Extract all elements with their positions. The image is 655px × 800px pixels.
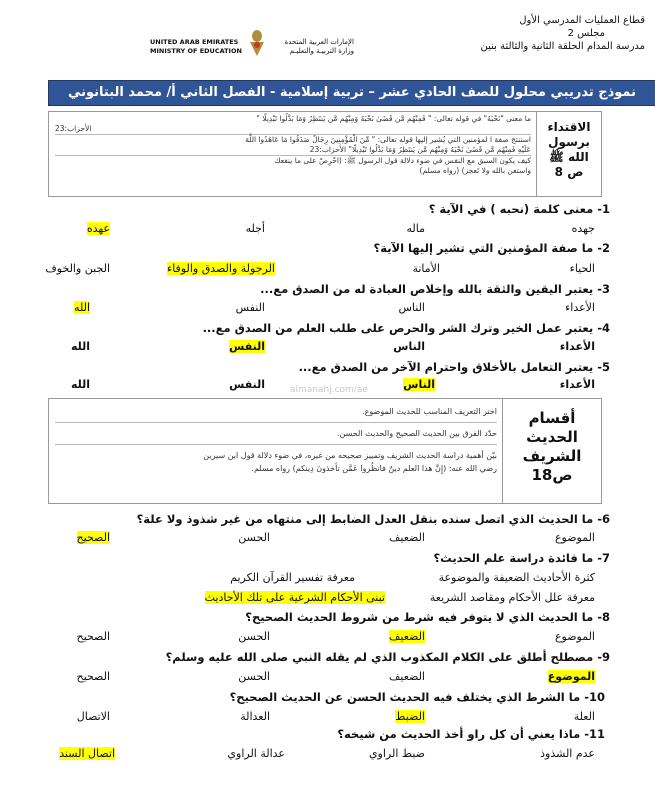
- box-question-line: كيف يكون السبق مع النفس في ضوء دلالة قول الرسول ﷺ: (احْرِصْ على ما ينفعك: [274, 156, 531, 165]
- question-11: 11- ماذا يعني أن كل راو أخذ الحديث من شيخه؟: [337, 727, 605, 741]
- option: ضبط الراوي: [368, 747, 425, 760]
- lesson-title-line: برسول: [548, 135, 590, 149]
- ministry-en-line: UNITED ARAB EMIRATES: [150, 38, 239, 46]
- box-question-line: عَلَيْهِ فَمِنْهُم مَّن قَضَىٰ نَحْبَهُ وَمِنْهُم مَّن يَنتَظِرُ وَمَا بَدَّلُوا تَبْدِيلًا" الأحزاب:23: [309, 145, 531, 154]
- question-3: 3- يعتبر اليقين والثقة بالله وإخلاص العبادة له من الصدق مع...: [260, 282, 610, 296]
- ministry-name-ar: [264, 38, 354, 56]
- lesson-page-ref: ص18: [531, 466, 573, 484]
- option: الحسن: [238, 531, 270, 544]
- question-number: 2: [601, 241, 610, 255]
- option-correct: الضبط: [395, 710, 425, 723]
- question-number: 7: [601, 551, 610, 565]
- lesson-questions-box: [48, 111, 602, 197]
- option: عدم الشذوذ: [540, 747, 595, 760]
- question-text: معنى كلمة (نحبه ) في الآية ؟: [428, 202, 594, 216]
- option-correct: الرجولة والصدق والوفاء: [167, 262, 275, 275]
- box-question-line: بيّن أهمية دراسة الحديث الشريف وتمييز صحيحه من غيره، في ضوء دلالة قول ابن سيرين: [203, 451, 497, 460]
- option: العلة: [573, 710, 595, 723]
- option: جهده: [571, 222, 595, 235]
- question-number: 10: [588, 690, 605, 704]
- box-question-line: الأحزاب:23: [55, 124, 92, 133]
- box-question-line: واستعن بالله ولا تَعجز) (رواه مسلم): [419, 166, 531, 175]
- ministry-ar-line: الإمارات العربية المتحدة: [284, 38, 354, 46]
- box-question-line: رضي الله عنه: (إِنَّ هذا العلم دينٌ فانظُروا عَمَّن تأخذونَ دِينكم) رواه مسلم.: [251, 464, 497, 473]
- question-text: ما الحديث الذي لا يتوفر فيه شرط من شروط الحديث الصحيح؟: [245, 610, 594, 624]
- question-6: 6- ما الحديث الذي اتصل سنده بنقل العدل الضابط إلى منتهاه من غير شذوذ ولا علة؟: [136, 512, 610, 526]
- lesson-title-line: الله ﷺ: [549, 150, 589, 164]
- option: العدالة: [240, 710, 270, 723]
- question-9: 9- مصطلح أطلق على الكلام المكذوب الذي لم يقله النبي صلى الله عليه وسلم؟: [165, 650, 610, 664]
- option: الأعداء: [559, 340, 595, 353]
- option-correct: النفس: [229, 340, 265, 353]
- option: الأعداء: [559, 378, 595, 391]
- header-line: مدرسة المدام الحلقة الثانية والثالثة بنين: [480, 41, 645, 52]
- lesson-title-line: الاقتداء: [547, 120, 591, 134]
- option: الحياء: [569, 262, 595, 275]
- box-question-line: حدّد الفرق بين الحديث الصحيح والحديث الحسن.: [336, 429, 497, 438]
- option: الموضوع: [554, 630, 595, 643]
- option: الصحيح: [76, 630, 110, 643]
- question-number: 3: [601, 282, 610, 296]
- question-text: ما فائدة دراسة علم الحديث؟: [433, 551, 594, 565]
- question-5: 5- يعتبر التعامل بالأخلاق واحترام الآخر من الصدق مع...: [298, 360, 610, 374]
- option-correct: الموضوع: [547, 670, 595, 683]
- option-correct: اتصال السند: [59, 747, 115, 760]
- option: كثرة الأحاديث الضعيفة والموضوعة: [438, 571, 595, 584]
- box-question-line: استنتج صفة ا لمؤمنين التي يُشير إليها قوله تعالى: " مِّنَ الْمُؤْمِنِينَ رِجَالٌ صَدَقُوا مَا عَاهَدُوا اللَّهَ: [245, 135, 531, 144]
- question-text: يعتبر عمل الخير وترك الشر والحرص على طلب العلم من الصدق مع...: [202, 321, 594, 335]
- option: الصحيح: [76, 670, 110, 683]
- option: الحسن: [238, 630, 270, 643]
- question-number: 9: [601, 650, 610, 664]
- option: الناس: [393, 340, 425, 353]
- option: ماله: [406, 222, 425, 235]
- header-line: قطاع العمليات المدرسي الأول: [519, 15, 645, 26]
- option: معرفة تفسير القرآن الكريم: [230, 571, 355, 584]
- option: النفس: [229, 378, 265, 391]
- page-title: نموذج تدريبي محلول للصف الحادي عشر – تربية إسلامية - الفصل الثاني أ/ محمد البتانوني: [48, 80, 655, 106]
- option: الاتصال: [76, 710, 110, 723]
- question-text: يعتبر اليقين والثقة بالله وإخلاص العبادة له من الصدق مع...: [260, 282, 594, 296]
- option: الضعيف: [389, 670, 425, 683]
- option-correct: تبنى الأحكام الشرعية على تلك الأحاديث: [204, 591, 385, 604]
- option: الأعداء: [565, 301, 595, 314]
- box-question-line: اختر التعريف المناسب للحديث الموضوع.: [362, 407, 497, 416]
- option: الله: [70, 340, 90, 353]
- header-line: مجلس 2: [567, 28, 605, 39]
- question-text: ما الحديث الذي اتصل سنده بنقل العدل الضابط إلى منتهاه من غير شذوذ ولا علة؟: [136, 512, 594, 526]
- question-number: 5: [601, 360, 610, 374]
- question-8: 8- ما الحديث الذي لا يتوفر فيه شرط من شروط الحديث الصحيح؟: [245, 610, 610, 624]
- option: الجبن والخوف: [45, 262, 110, 275]
- question-10: 10- ما الشرط الذي يختلف فيه الحديث الحسن عن الحديث الصحيح؟: [229, 690, 605, 704]
- option-correct: الله: [74, 301, 90, 314]
- option-correct: الصحيح: [76, 531, 110, 544]
- question-number: 11: [588, 727, 605, 741]
- question-number: 8: [601, 610, 610, 624]
- option: النفس: [235, 301, 265, 314]
- option-correct: الضعيف: [389, 630, 425, 643]
- option-correct: الناس: [403, 378, 435, 391]
- question-7: 7- ما فائدة دراسة علم الحديث؟: [433, 551, 610, 565]
- question-text: يعتبر التعامل بالأخلاق واحترام الآخر من الصدق مع...: [298, 360, 594, 374]
- lesson-title-line: الحديث: [526, 428, 578, 446]
- lesson-page-ref: ص 8: [554, 165, 584, 179]
- option-correct: عهده: [86, 222, 110, 235]
- option: الحسن: [238, 670, 270, 683]
- divider: [55, 422, 497, 423]
- uae-emblem-icon: [248, 28, 266, 58]
- option: الناس: [398, 301, 425, 314]
- hadith-title-box: [502, 398, 602, 504]
- lesson-title-line: أقسام: [528, 409, 576, 427]
- option: الموضوع: [554, 531, 595, 544]
- ministry-en-line: MINISTRY OF EDUCATION: [150, 47, 242, 55]
- lesson-title-box: [536, 111, 602, 197]
- option: الضعيف: [389, 531, 425, 544]
- question-number: 4: [601, 321, 610, 335]
- question-2: 2- ما صفة المؤمنين التي تشير إليها الآية؟: [373, 241, 610, 255]
- question-number: 1: [601, 202, 610, 216]
- question-text: مصطلح أطلق على الكلام المكذوب الذي لم يقله النبي صلى الله عليه وسلم؟: [165, 650, 594, 664]
- option: عدالة الراوي: [227, 747, 285, 760]
- question-4: 4- يعتبر عمل الخير وترك الشر والحرص على طلب العلم من الصدق مع...: [202, 321, 610, 335]
- ministry-name-en: [150, 38, 250, 56]
- option: معرفة علل الأحكام ومقاصد الشريعة: [429, 591, 595, 604]
- question-text: ما الشرط الذي يختلف فيه الحديث الحسن عن الحديث الصحيح؟: [229, 690, 581, 704]
- question-number: 6: [601, 512, 610, 526]
- lesson-title-line: الشريف: [522, 447, 582, 465]
- question-text: ماذا يعني أن كل راو أخذ الحديث من شيخه؟: [337, 727, 581, 741]
- hadith-questions-box: [48, 398, 504, 504]
- question-text: ما صفة المؤمنين التي تشير إليها الآية؟: [373, 241, 594, 255]
- option: أجله: [245, 222, 265, 235]
- box-question-line: ما معنى "نَحْبَهُ" في قوله تعالى: " فَمِنْهُم مَّن قَضَىٰ نَحْبَهُ وَمِنْهُم مَّن يَنتَظِرُ وَمَا بَدَّلُوا تَبْدِيلًا ": [256, 114, 531, 123]
- divider: [55, 444, 497, 445]
- option: الأمانة: [412, 262, 440, 275]
- option: الله: [70, 378, 90, 391]
- school-header: [440, 14, 645, 53]
- ministry-ar-line: وزارة التربيـة والتعليـم: [289, 47, 354, 55]
- question-1: 1- معنى كلمة (نحبه ) في الآية ؟: [428, 202, 610, 216]
- watermark: almanahj.com/ae: [290, 385, 368, 395]
